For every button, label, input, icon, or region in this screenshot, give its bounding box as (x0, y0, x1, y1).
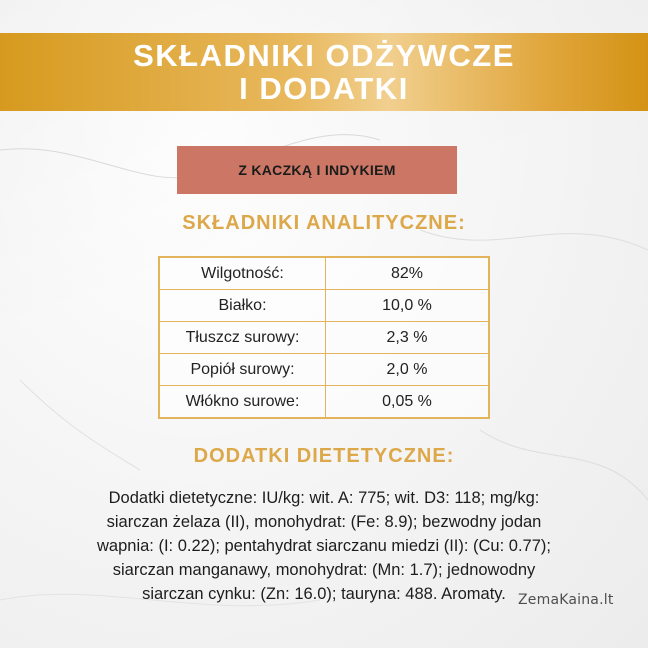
banner-title-line2: I DODATKI (239, 71, 409, 106)
flavor-label: Z KACZKĄ I INDYKIEM (177, 146, 457, 194)
nutrient-value: 82% (326, 257, 490, 290)
table-row (159, 322, 489, 354)
additives-line: Dodatki dietetyczne: IU/kg: wit. A: 775; wit. D3: 118; mg/kg: (108, 489, 540, 507)
additives-title: DODATKI DIETETYCZNE: (193, 445, 455, 467)
watermark: ZemaKaina.lt (518, 592, 614, 608)
table-row (159, 354, 489, 386)
additives-line: siarczan cynku: (Zn: 16.0); tauryna: 488. Aromaty. (142, 585, 506, 603)
nutrient-name: Tłuszcz surowy: (159, 322, 326, 354)
analytical-table (158, 256, 490, 419)
nutrient-name: Włókno surowe: (159, 386, 326, 419)
nutrient-value: 10,0 % (326, 290, 490, 322)
banner-title-line1: SKŁADNIKI ODŻYWCZE (133, 38, 515, 73)
nutrient-name: Białko: (159, 290, 326, 322)
nutrient-value: 2,0 % (326, 354, 490, 386)
table-row (159, 257, 489, 290)
table-row (159, 386, 489, 419)
additives-text (60, 486, 588, 606)
nutrient-value: 0,05 % (326, 386, 490, 419)
analytical-title: SKŁADNIKI ANALITYCZNE: (182, 212, 466, 234)
nutrient-value: 2,3 % (326, 322, 490, 354)
additives-line: siarczan manganawy, monohydrat: (Mn: 1.7); jednowodny (112, 561, 536, 579)
nutrient-name: Wilgotność: (159, 257, 326, 290)
additives-line: wapnia: (I: 0.22); pentahydrat siarczanu miedzi (II): (Cu: 0.77); (97, 537, 551, 555)
table-row (159, 290, 489, 322)
header-banner (0, 33, 648, 111)
additives-line: siarczan żelaza (II), monohydrat: (Fe: 8.9); bezwodny jodan (106, 513, 542, 531)
nutrient-name: Popiół surowy: (159, 354, 326, 386)
